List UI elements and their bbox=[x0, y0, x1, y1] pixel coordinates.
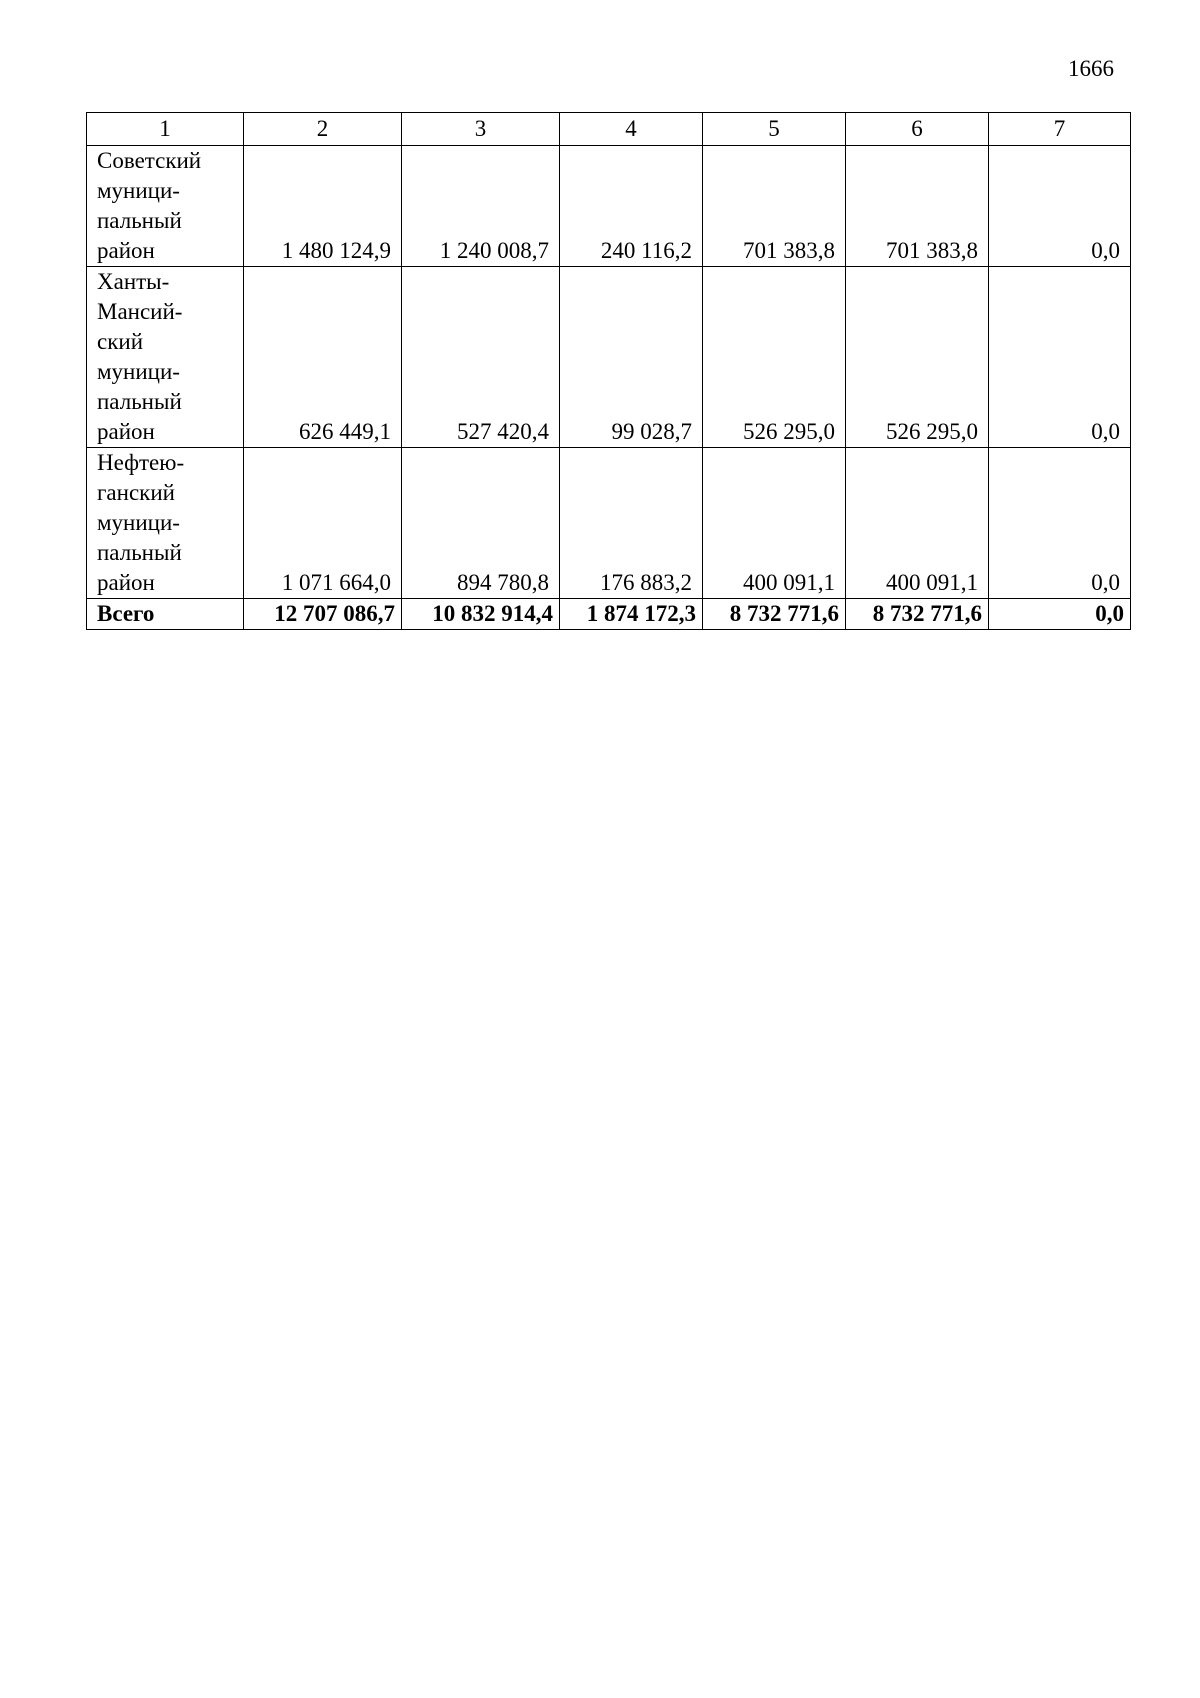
value-cell: 0,0 bbox=[989, 267, 1131, 448]
total-value-cell: 10 832 914,4 bbox=[402, 599, 560, 630]
column-number: 3 bbox=[402, 113, 560, 146]
budget-table bbox=[86, 112, 1131, 630]
district-name: Нефтею- ганский муници- пальный район bbox=[87, 448, 244, 599]
value-cell: 99 028,7 bbox=[560, 267, 703, 448]
column-number: 1 bbox=[87, 113, 244, 146]
value-cell: 527 420,4 bbox=[402, 267, 560, 448]
column-number-row bbox=[87, 113, 1131, 146]
value-cell: 1 240 008,7 bbox=[402, 146, 560, 267]
value-cell: 240 116,2 bbox=[560, 146, 703, 267]
column-number: 2 bbox=[244, 113, 402, 146]
value-cell: 626 449,1 bbox=[244, 267, 402, 448]
total-value-cell: 0,0 bbox=[989, 599, 1131, 630]
column-number: 6 bbox=[846, 113, 989, 146]
total-value-cell: 1 874 172,3 bbox=[560, 599, 703, 630]
value-cell: 1 480 124,9 bbox=[244, 146, 402, 267]
value-cell: 1 071 664,0 bbox=[244, 448, 402, 599]
column-number: 5 bbox=[703, 113, 846, 146]
total-value-cell: 12 707 086,7 bbox=[244, 599, 402, 630]
value-cell: 894 780,8 bbox=[402, 448, 560, 599]
value-cell: 526 295,0 bbox=[703, 267, 846, 448]
table-row bbox=[87, 146, 1131, 267]
value-cell: 526 295,0 bbox=[846, 267, 989, 448]
value-cell: 176 883,2 bbox=[560, 448, 703, 599]
value-cell: 0,0 bbox=[989, 448, 1131, 599]
total-value-cell: 8 732 771,6 bbox=[846, 599, 989, 630]
page-number: 1666 bbox=[1068, 56, 1114, 81]
value-cell: 0,0 bbox=[989, 146, 1131, 267]
table-row bbox=[87, 448, 1131, 599]
district-name: Ханты- Мансий- ский муници- пальный район bbox=[87, 267, 244, 448]
value-cell: 400 091,1 bbox=[703, 448, 846, 599]
value-cell: 400 091,1 bbox=[846, 448, 989, 599]
total-value-cell: 8 732 771,6 bbox=[703, 599, 846, 630]
value-cell: 701 383,8 bbox=[846, 146, 989, 267]
column-number: 7 bbox=[989, 113, 1131, 146]
total-label: Всего bbox=[87, 599, 244, 630]
district-name: Советский муници- пальный район bbox=[87, 146, 244, 267]
table-row bbox=[87, 267, 1131, 448]
value-cell: 701 383,8 bbox=[703, 146, 846, 267]
column-number: 4 bbox=[560, 113, 703, 146]
total-row bbox=[87, 599, 1131, 630]
